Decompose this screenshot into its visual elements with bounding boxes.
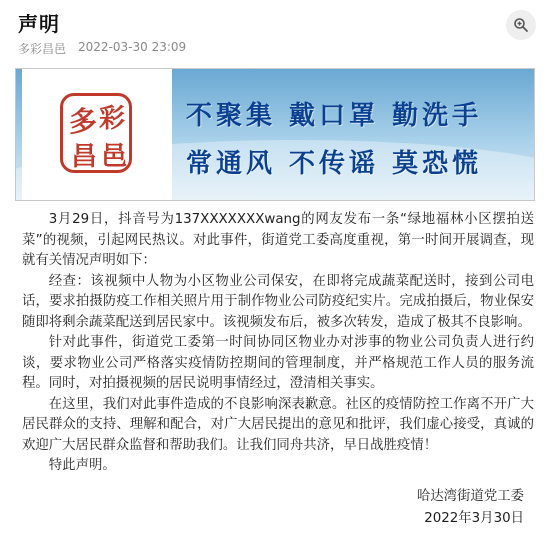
signature-date: 2022年3月30日 [424,511,524,526]
paragraph-4: 在这里，我们对此事件造成的不良影响深表歉意。社区的疫情防控工作离不开广大居民群众的支持、理解和配合，对广大居民提出的意见和批评，我们虚心接受，真诚的欢迎广大居民群众监督和帮助我们。让我们同舟共济，早日战胜疫情！ [22,396,534,453]
paragraph-3: 针对此事件，街道党工委第一时间协同区物业办对涉事的物业公司负责人进行约谈，要求物业公司严格落实疫情防控期间的管理制度，并严格规范工作人员的服务流程。同时，对拍摄视频的居民说明事情经过，澄清相关事实。 [22,335,534,391]
slogan-line-2: 常通风 不传谣 莫恐慌 [186,149,483,179]
seal-char-2: 彩 [99,104,126,134]
post-header [0,0,550,64]
seal-char-1: 多 [69,105,98,138]
signature-block [417,486,524,530]
slogan-line-1: 不聚集 戴口罩 勤洗手 [186,101,483,131]
prevention-banner-image [15,68,535,201]
paragraph-1: 3月29日，抖音号为137XXXXXXXwang的网友发布一条“绿地福林小区摆拍送菜”的视频，引起网民热议。对此事件，街道党工委高度重视，第一时间开展调查，现就有关情况声明如下： [22,212,534,268]
page-title: 声明 [18,12,60,36]
article-body [22,210,534,477]
logo-panel [22,69,172,200]
paragraph-5: 特此声明。 [48,458,116,473]
source-account[interactable]: 多彩昌邑 [18,42,67,56]
paragraph-2: 经查：该视频中人物为小区物业公司保安，在即将完成蔬菜配送时，接到公司电话，要求拍摄防疫工作相关照片用于制作物业公司防疫纪实片。完成拍摄后，物业保安随即将剩余蔬菜配送到居民家中。该视频发布后，被多次转发，造成了极其不良影响。 [22,273,534,330]
zoom-button[interactable] [506,10,536,40]
seal-logo [60,93,132,173]
post-meta [18,40,186,57]
signature-org: 哈达湾街道党工委 [416,489,524,504]
zoom-in-icon [513,17,529,33]
seal-char-3: 昌 [71,142,98,172]
seal-char-4: 邑 [101,142,128,172]
post-datetime: 2022-03-30 23:09 [78,40,187,54]
